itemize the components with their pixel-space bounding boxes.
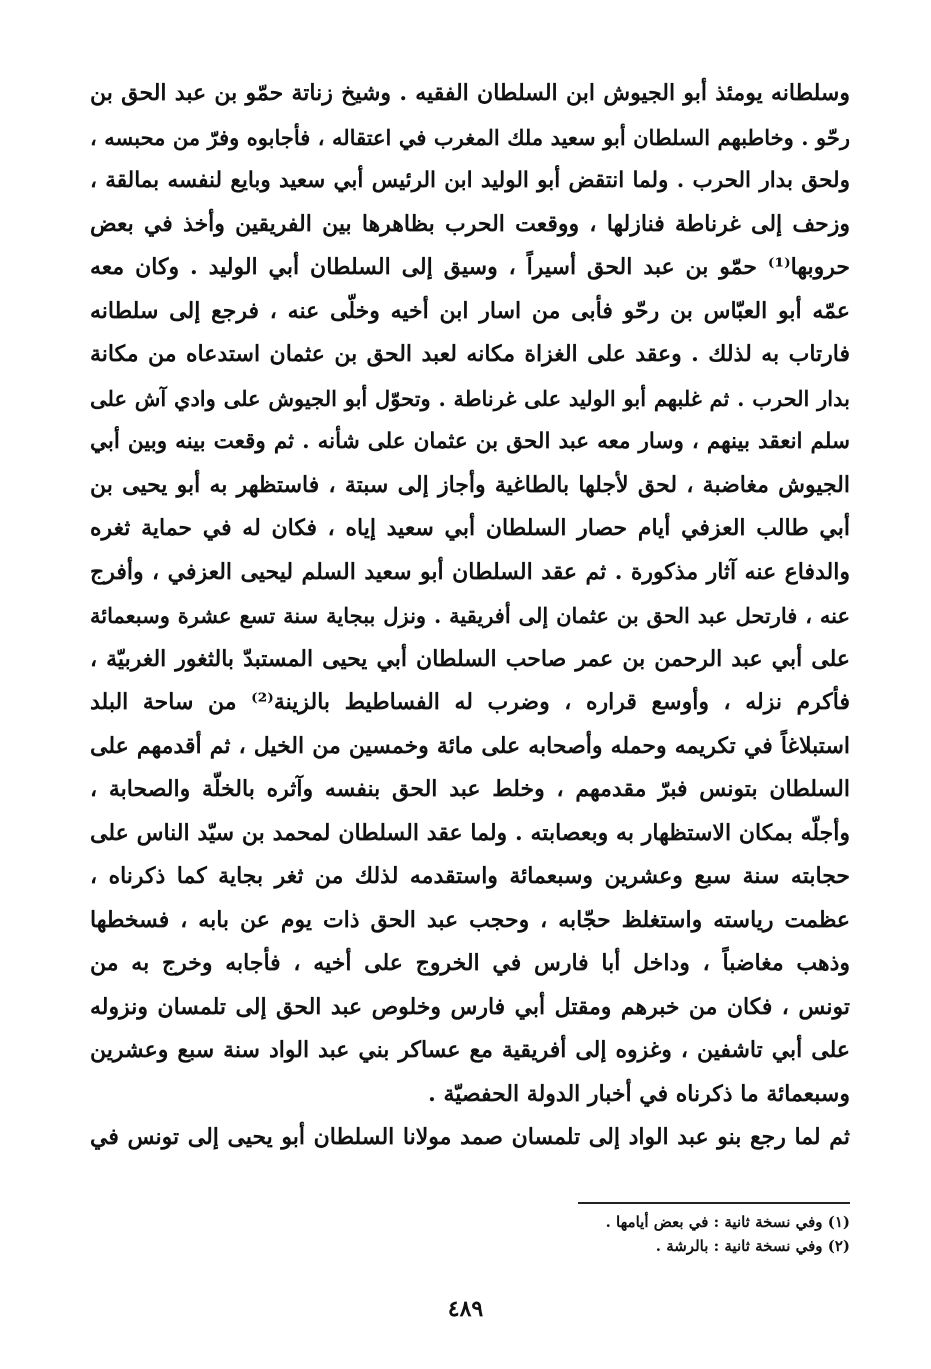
text-line: ولحق بدار الحرب . ولما انتقض أبو الوليد ابن الرئيس أبي سعيد وبايع لنفسه بمالقة ، [90, 168, 850, 193]
text-line: ثم لما رجع بنو عبد الواد إلى تلمسان صمد مولانا السلطان أبو يحيى إلى تونس في [90, 1124, 850, 1150]
text-line: على أبي عبد الرحمن بن عمر صاحب السلطان أبي يحيى المستبدّ بالثغور الغربيّة ، [90, 645, 850, 672]
text-line: استبلاغاً في تكريمه وحمله وأصحابه على مائة وخمسين من الخيل ، ثم أقدمهم على [90, 732, 850, 759]
text-line: عظمت رياسته واستغلظ حجّابه ، وحجب عبد الحق ذات يوم عن بابه ، فسخطها [90, 906, 850, 933]
text-line: بدار الحرب . ثم غلبهم أبو الوليد على غرناطة . وتحوّل أبو الجيوش على وادي آش على [90, 385, 850, 411]
text-line: تونس ، فكان من خبرهم ومقتل أبي فارس وخلوص عبد الحق إلى تلمسان ونزوله [90, 993, 850, 1020]
footnotes [560, 1210, 850, 1258]
text-line: وذهب مغاضباً ، وداخل أبا فارس في الخروج على أخيه ، فأجابه وخرج به من [90, 950, 850, 976]
text-line: الجيوش مغاضبة ، لحق لأجلها بالطاغية وأجاز إلى سبتة ، فاستظهر به أبو يحيى بن [90, 471, 850, 498]
text-line: عمّه أبو العبّاس بن رحّو فأبى من اسار ابن أخيه وخلّى عنه ، فرجع إلى سلطانه [90, 297, 850, 324]
footnote-1: (١) وفي نسخة ثانية : في بعض أيامها . [605, 1213, 850, 1231]
text-line: على أبي تاشفين ، وغزوه إلى أفريقية مع عساكر بني عبد الواد سنة سبع وعشرين [90, 1037, 850, 1063]
footnote-2: (٢) وفي نسخة ثانية : بالرشة . [655, 1237, 850, 1255]
text-line: فأكرم نزله ، وأوسع قراره ، وضرب له الفساطيط بالزينة⁽²⁾ من ساحة البلد [90, 689, 850, 715]
text-line: وسلطانه يومئذ أبو الجيوش ابن السلطان الفقيه . وشيخ زناتة حمّو بن عبد الحق بن [90, 80, 850, 106]
text-line: السلطان بتونس فبرّ مقدمهم ، وخلط عبد الحق بنفسه وآثره بالخلّة والصحابة ، [90, 776, 850, 802]
footnote-divider [578, 1202, 850, 1204]
text-line: والدفاع عنه آثار مذكورة . ثم عقد السلطان أبو سعيد السلم ليحيى العزفي ، وأفرج [90, 558, 850, 585]
text-line: وزحف إلى غرناطة فنازلها ، ووقعت الحرب بظاهرها بين الفريقين وأخذ في بعض [90, 210, 850, 237]
text-line: أبي طالب العزفي أيام حصار السلطان أبي سعيد إياه ، فكان له في حماية ثغره [90, 515, 850, 541]
text-line: وسبعمائة ما ذكرناه في أخبار الدولة الحفصيّة . [428, 1080, 850, 1107]
text-line: وأجلّه بمكان الاستظهار به وبعصابته . ولما عقد السلطان لمحمد بن سيّد الناس على [90, 819, 850, 846]
page-number: ٤٨٩ [447, 1296, 484, 1322]
text-line: حجابته سنة سبع وعشرين وسبعمائة واستقدمه لذلك من ثغر بجاية كما ذكرناه ، [90, 863, 850, 889]
text-line: سلم انعقد بينهم ، وسار معه عبد الحق بن عثمان على شأنه . ثم وقعت بينه وبين أبي [90, 429, 850, 454]
text-line: عنه ، فارتحل عبد الحق بن عثمان إلى أفريقية . ونزل ببجاية سنة تسع عشرة وسبعمائة [90, 603, 850, 628]
text-line: حروبها⁽¹⁾ حمّو بن عبد الحق أسيراً ، وسيق إلى السلطان أبي الوليد . وكان معه [90, 254, 850, 280]
text-line: رحّو . وخاطبهم السلطان أبو سعيد ملك المغرب في اعتقاله ، فأجابوه وفرّ من محبسه ، [90, 124, 850, 150]
main-text-block [90, 72, 850, 1160]
text-line: فارتاب به لذلك . وعقد على الغزاة مكانه لعبد الحق بن عثمان استدعاه من مكانة [90, 341, 850, 367]
